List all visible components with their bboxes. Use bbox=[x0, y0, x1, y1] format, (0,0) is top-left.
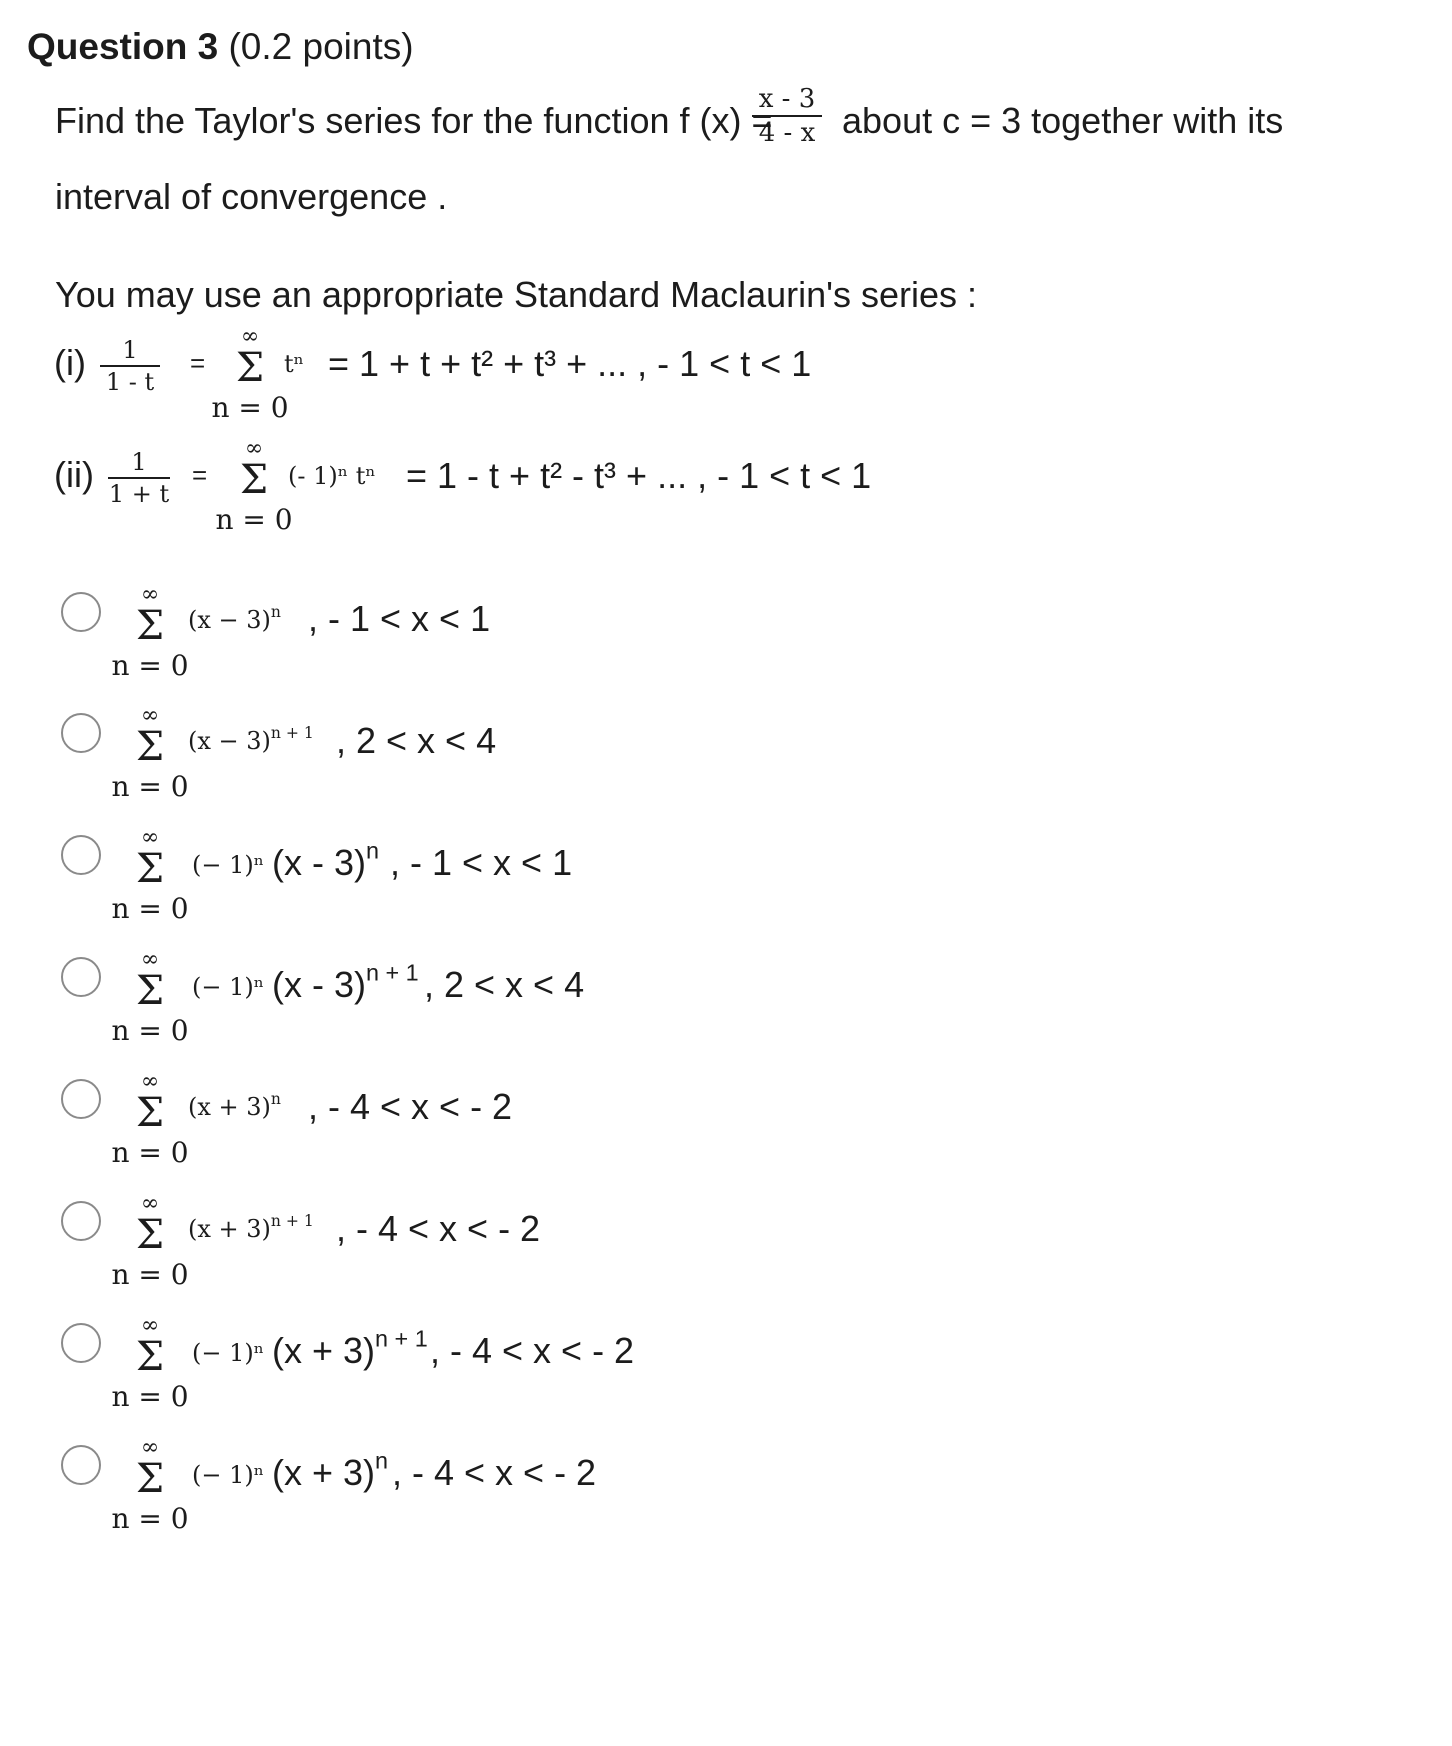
sigma-symbol: Σ bbox=[135, 1334, 165, 1380]
series-ii-fraction bbox=[108, 450, 170, 506]
option-sign: (− 1)ⁿ bbox=[192, 1339, 265, 1367]
term-base: (x − 3) bbox=[188, 727, 271, 755]
infinity-symbol: ∞ bbox=[140, 1069, 160, 1094]
sigma-symbol: Σ bbox=[135, 968, 165, 1014]
prompt-fraction-numerator: x - 3 bbox=[758, 84, 816, 114]
option-sign: (− 1)ⁿ bbox=[192, 973, 265, 1001]
infinity-symbol: ∞ bbox=[140, 1313, 160, 1338]
question-label: Question 3 bbox=[27, 26, 219, 67]
infinity-symbol: ∞ bbox=[140, 947, 160, 972]
radio-button[interactable] bbox=[61, 1201, 101, 1241]
option-interval: , - 4 < x < - 2 bbox=[430, 1330, 635, 1371]
sum-index: n = 0 bbox=[111, 649, 189, 682]
option-sign: (− 1)ⁿ bbox=[192, 851, 265, 879]
sigma-symbol: Σ bbox=[135, 1090, 165, 1136]
radio-button[interactable] bbox=[61, 1323, 101, 1363]
sigma-symbol: Σ bbox=[235, 345, 265, 391]
option-interval: , - 4 < x < - 2 bbox=[308, 1086, 513, 1127]
infinity-symbol: ∞ bbox=[140, 1191, 160, 1216]
term-base: (x + 3) bbox=[188, 1093, 271, 1121]
series-i-equals: = bbox=[190, 348, 206, 378]
series-ii-sigma bbox=[214, 438, 294, 534]
question-title bbox=[27, 26, 414, 68]
series-i-label: (i) bbox=[54, 342, 86, 383]
infinity-symbol: ∞ bbox=[140, 703, 160, 728]
radio-button[interactable] bbox=[61, 713, 101, 753]
series-i-term: tⁿ bbox=[284, 350, 305, 378]
option-interval: , - 1 < x < 1 bbox=[390, 842, 573, 883]
option-sigma bbox=[110, 705, 190, 801]
term-exponent: n bbox=[366, 837, 380, 864]
series-ii-expansion: = 1 - t + t² - t³ + ... , - 1 < t < 1 bbox=[406, 455, 872, 496]
option-sigma bbox=[110, 1437, 190, 1533]
term-exponent: n bbox=[270, 1090, 281, 1109]
term-base: (x - 3) bbox=[272, 964, 366, 1005]
sum-index: n = 0 bbox=[111, 1258, 189, 1291]
series-i-fraction bbox=[100, 338, 160, 394]
term-base: (x + 3) bbox=[272, 1452, 376, 1493]
infinity-symbol: ∞ bbox=[140, 1435, 160, 1460]
option-sign: (− 1)ⁿ bbox=[192, 1461, 265, 1489]
sigma-symbol: Σ bbox=[135, 1456, 165, 1502]
term-exponent: n + 1 bbox=[270, 1212, 314, 1231]
fraction-bar bbox=[752, 115, 822, 117]
prompt-line1-start: Find the Taylor's series for the function f (x) = bbox=[55, 100, 773, 141]
series-ii-denominator: 1 + t bbox=[108, 480, 170, 508]
series-i-sigma bbox=[210, 326, 290, 422]
sum-index: n = 0 bbox=[111, 1136, 189, 1169]
option-interval: , 2 < x < 4 bbox=[424, 964, 585, 1005]
sigma-symbol: Σ bbox=[135, 603, 165, 649]
sigma-symbol: Σ bbox=[135, 724, 165, 770]
option-term bbox=[188, 1212, 314, 1243]
term-exponent: n + 1 bbox=[375, 1325, 428, 1352]
radio-button[interactable] bbox=[61, 592, 101, 632]
series-ii-label: (ii) bbox=[54, 454, 94, 495]
radio-button[interactable] bbox=[61, 835, 101, 875]
question-points: (0.2 points) bbox=[228, 26, 414, 67]
infinity-symbol: ∞ bbox=[140, 582, 160, 607]
option-sigma bbox=[110, 1071, 190, 1167]
option-interval: , - 1 < x < 1 bbox=[308, 598, 491, 639]
sigma-symbol: Σ bbox=[135, 846, 165, 892]
term-base: (x + 3) bbox=[272, 1330, 376, 1371]
option-term bbox=[272, 1325, 428, 1372]
fraction-bar bbox=[100, 365, 160, 367]
option-term bbox=[188, 724, 314, 755]
infinity-symbol: ∞ bbox=[140, 825, 160, 850]
series-i-denominator: 1 - t bbox=[105, 368, 155, 396]
option-interval: , - 4 < x < - 2 bbox=[336, 1208, 541, 1249]
fraction-bar bbox=[108, 477, 170, 479]
series-ii-term: (- 1)ⁿ tⁿ bbox=[288, 462, 376, 490]
sigma-symbol: Σ bbox=[135, 1212, 165, 1258]
sum-index: n = 0 bbox=[111, 892, 189, 925]
option-sigma bbox=[110, 1193, 190, 1289]
sum-index: n = 0 bbox=[211, 391, 289, 424]
option-interval: , - 4 < x < - 2 bbox=[392, 1452, 597, 1493]
radio-button[interactable] bbox=[61, 1079, 101, 1119]
sum-index: n = 0 bbox=[215, 503, 293, 536]
option-term bbox=[272, 837, 380, 884]
term-base: (x − 3) bbox=[188, 606, 271, 634]
term-base: (x + 3) bbox=[188, 1215, 271, 1243]
radio-button[interactable] bbox=[61, 957, 101, 997]
term-exponent: n bbox=[375, 1447, 389, 1474]
option-interval: , 2 < x < 4 bbox=[336, 720, 497, 761]
term-base: (x - 3) bbox=[272, 842, 366, 883]
term-exponent: n bbox=[270, 603, 281, 622]
series-ii-equals: = bbox=[192, 460, 208, 490]
option-term bbox=[272, 1447, 389, 1494]
infinity-symbol: ∞ bbox=[240, 324, 260, 349]
sigma-symbol: Σ bbox=[239, 457, 269, 503]
term-exponent: n + 1 bbox=[270, 724, 314, 743]
sum-index: n = 0 bbox=[111, 770, 189, 803]
prompt-fraction bbox=[752, 86, 822, 146]
option-term bbox=[188, 603, 281, 634]
series-ii-numerator: 1 bbox=[131, 448, 147, 476]
radio-button[interactable] bbox=[61, 1445, 101, 1485]
prompt-line2: interval of convergence . bbox=[55, 176, 448, 217]
hint-intro: You may use an appropriate Standard Maclaurin's series : bbox=[55, 274, 978, 315]
sum-index: n = 0 bbox=[111, 1014, 189, 1047]
sum-index: n = 0 bbox=[111, 1380, 189, 1413]
series-i-expansion: = 1 + t + t² + t³ + ... , - 1 < t < 1 bbox=[328, 343, 812, 384]
infinity-symbol: ∞ bbox=[244, 436, 264, 461]
prompt-line1-end: about c = 3 together with its bbox=[842, 100, 1284, 141]
option-sigma bbox=[110, 827, 190, 923]
option-term bbox=[188, 1090, 281, 1121]
term-exponent: n + 1 bbox=[366, 959, 419, 986]
series-i-numerator: 1 bbox=[122, 336, 138, 364]
option-sigma bbox=[110, 1315, 190, 1411]
prompt-fraction-denominator: 4 - x bbox=[758, 118, 816, 148]
option-sigma bbox=[110, 584, 190, 680]
option-term bbox=[272, 959, 419, 1006]
option-sigma bbox=[110, 949, 190, 1045]
sum-index: n = 0 bbox=[111, 1502, 189, 1535]
